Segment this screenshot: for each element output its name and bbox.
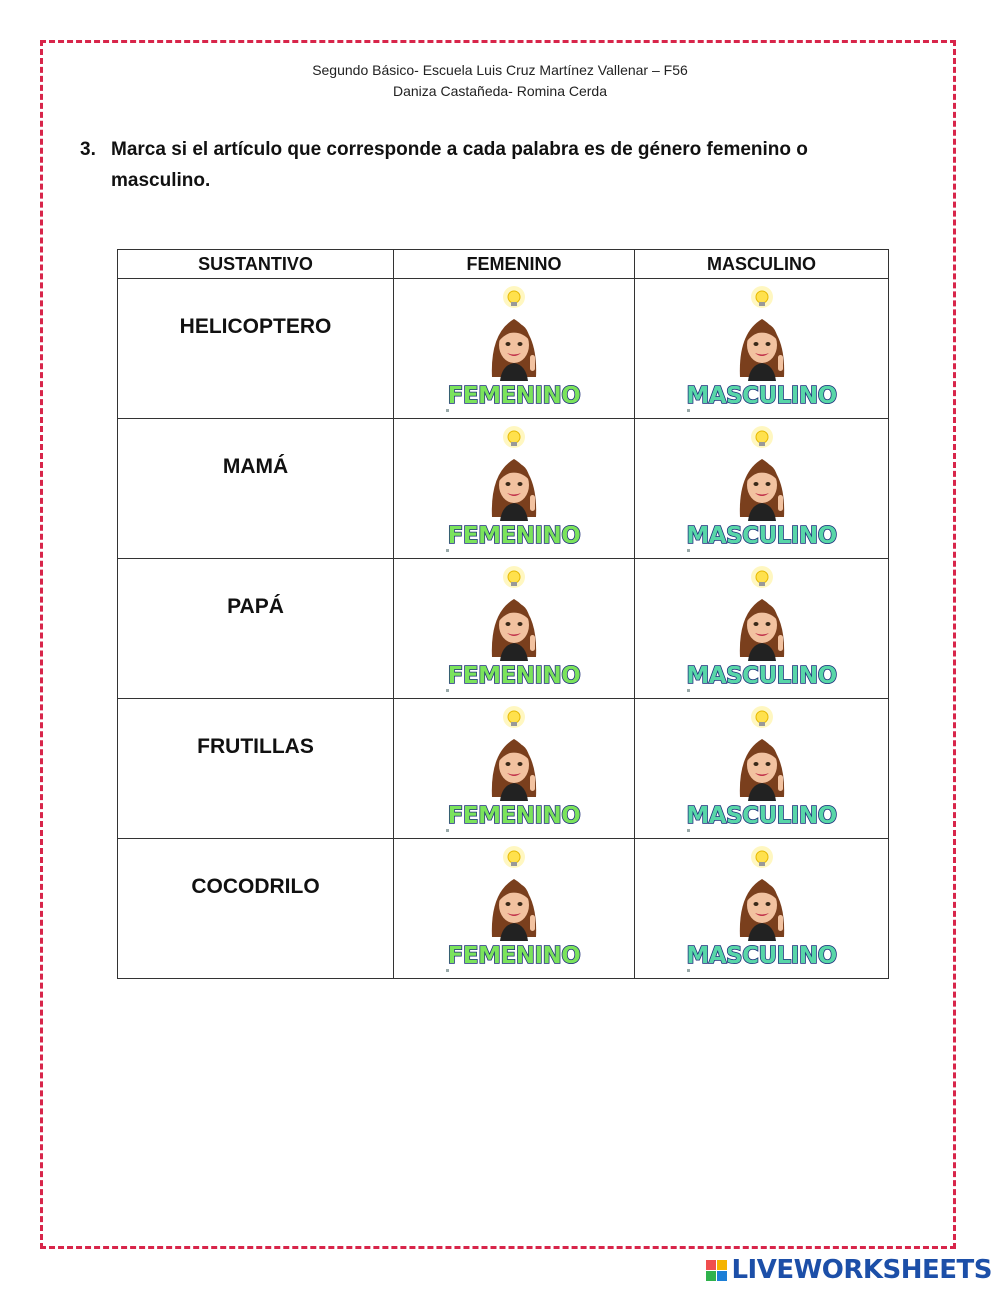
handle-dot [687, 829, 690, 832]
noun-cell [118, 699, 394, 839]
femenino-option-button[interactable] [394, 423, 634, 553]
femenino-option-label: FEMENINO [447, 663, 581, 689]
avatar-with-lightbulb-icon [722, 285, 802, 381]
handle-dot [446, 829, 449, 832]
femenino-cell [394, 419, 635, 559]
femenino-option-button[interactable] [394, 283, 634, 413]
avatar-with-lightbulb-icon [474, 285, 554, 381]
femenino-cell [394, 699, 635, 839]
handle-dot [446, 689, 449, 692]
noun-label: COCODRILO [191, 875, 320, 898]
femenino-cell [394, 279, 635, 419]
gender-table [117, 249, 889, 979]
femenino-option-label: FEMENINO [447, 383, 581, 409]
instruction [80, 134, 880, 196]
femenino-option-button[interactable] [394, 703, 634, 833]
femenino-option-label: FEMENINO [447, 523, 581, 549]
table-row [118, 699, 889, 839]
avatar-with-lightbulb-icon [474, 565, 554, 661]
femenino-option-label: FEMENINO [447, 943, 581, 969]
masculino-option-button[interactable] [635, 703, 888, 833]
masculino-option-label: MASCULINO [686, 663, 837, 689]
femenino-cell [394, 839, 635, 979]
logo-badge-icon [706, 1260, 727, 1281]
avatar-with-lightbulb-icon [474, 425, 554, 521]
handle-dot [687, 689, 690, 692]
document-header [0, 60, 1000, 102]
masculino-option-label: MASCULINO [686, 943, 837, 969]
femenino-cell [394, 559, 635, 699]
table-row [118, 279, 889, 419]
avatar-with-lightbulb-icon [722, 565, 802, 661]
avatar-with-lightbulb-icon [722, 705, 802, 801]
header-masculino: MASCULINO [635, 250, 889, 279]
masculino-option-button[interactable] [635, 563, 888, 693]
header-authors-line: Daniza Castañeda- Romina Cerda [393, 83, 607, 99]
femenino-option-label: FEMENINO [447, 803, 581, 829]
handle-dot [446, 969, 449, 972]
noun-label: PAPÁ [227, 595, 284, 618]
masculino-option-label: MASCULINO [686, 803, 837, 829]
masculino-cell [635, 699, 889, 839]
masculino-cell [635, 559, 889, 699]
handle-dot [446, 409, 449, 412]
masculino-cell [635, 279, 889, 419]
femenino-option-button[interactable] [394, 563, 634, 693]
femenino-option-button[interactable] [394, 843, 634, 973]
noun-label: MAMÁ [222, 455, 289, 478]
avatar-with-lightbulb-icon [722, 845, 802, 941]
table-header-row [118, 250, 889, 279]
avatar-with-lightbulb-icon [474, 845, 554, 941]
handle-dot [446, 549, 449, 552]
logo-text: LIVEWORKSHEETS [731, 1255, 992, 1285]
table-row [118, 839, 889, 979]
noun-cell [118, 559, 394, 699]
instruction-number: 3. [80, 139, 96, 160]
avatar-with-lightbulb-icon [722, 425, 802, 521]
masculino-cell [635, 419, 889, 559]
table-row [118, 419, 889, 559]
masculino-option-button[interactable] [635, 843, 888, 973]
instruction-text: Marca si el artículo que corresponde a cada palabra es de género femenino o masculino. [111, 139, 808, 191]
handle-dot [687, 409, 690, 412]
header-femenino: FEMENINO [394, 250, 635, 279]
masculino-option-button[interactable] [635, 423, 888, 553]
noun-cell [118, 839, 394, 979]
masculino-option-label: MASCULINO [686, 523, 837, 549]
noun-cell [118, 419, 394, 559]
avatar-with-lightbulb-icon [474, 705, 554, 801]
masculino-cell [635, 839, 889, 979]
noun-cell [118, 279, 394, 419]
handle-dot [687, 549, 690, 552]
noun-label: HELICOPTERO [179, 315, 332, 338]
header-sustantivo: SUSTANTIVO [118, 250, 394, 279]
masculino-option-button[interactable] [635, 283, 888, 413]
masculino-option-label: MASCULINO [686, 383, 837, 409]
handle-dot [687, 969, 690, 972]
liveworksheets-logo [706, 1255, 992, 1285]
noun-label: FRUTILLAS [197, 735, 314, 758]
header-school-line: Segundo Básico- Escuela Luis Cruz Martínez Vallenar – F56 [312, 62, 688, 78]
table-row [118, 559, 889, 699]
